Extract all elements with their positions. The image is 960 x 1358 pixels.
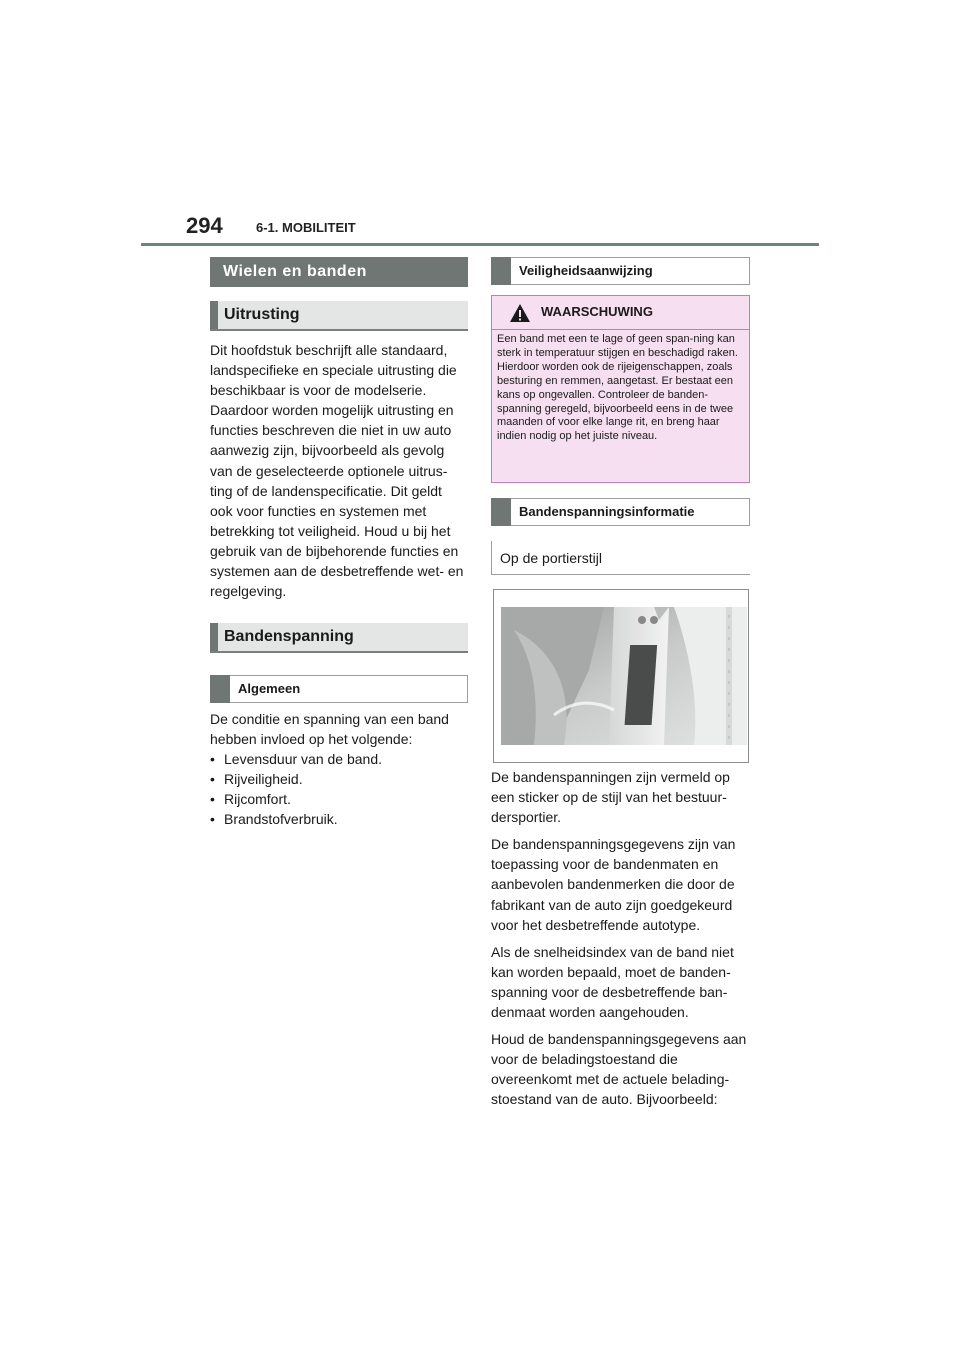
info-paragraph: Houd de bandenspanningsgegevens aan voor de beladingstoestand die overeenkomt met de actuele belading-stoestand van de auto. Bijvoorbeeld: — [491, 1031, 747, 1108]
bullet-item: • Levensduur van de band. — [210, 749, 468, 769]
chapter-heading: Wielen en banden — [210, 257, 468, 287]
figure-caption: Op de portierstijl — [500, 550, 602, 566]
algemeen-section — [210, 709, 468, 830]
uitrusting-paragraph — [210, 340, 468, 601]
info-paragraph: De bandenspanningen zijn vermeld op een sticker op de stijl van het bestuur-dersportier. — [491, 769, 730, 826]
warning-title: WAARSCHUWING — [541, 304, 653, 319]
warning-text: Een band met een te lage of geen span-ning kan sterk in temperatuur stijgen en beschadigd raken. Hierdoor worden ook de rijeigenschappen, zoals besturing en remmen, aangetast. Er bestaat een kans op ongevallen. Controleer de banden-spanning geregeld, bijvoorbeeld eens in de twee maanden of voor elke lange rit, en breng haar indien nodig op het juiste niveau. — [497, 333, 738, 443]
algemeen-intro: De conditie en spanning van een band hebben invloed op het volgende: — [210, 711, 449, 748]
info-paragraph: De bandenspanningsgegevens zijn van toepassing voor de bandenmaten en aanbevolen bandenmerken die door de fabrikant van de auto zijn goedgekeurd voor het desbetreffende autotype. — [491, 836, 736, 933]
header-rule — [141, 243, 819, 246]
warning-box — [491, 295, 750, 483]
warning-header — [492, 296, 749, 330]
bullet-item: • Rijcomfort. — [210, 789, 468, 809]
bullet-list — [210, 749, 468, 829]
warning-triangle-icon — [509, 303, 531, 323]
door-pillar-figure — [493, 589, 749, 763]
safety-heading: Veiligheidsaanwijzing — [491, 257, 750, 285]
info-paragraph: Als de snelheidsindex van de band niet kan worden bepaald, moet de banden-spanning voor de desbetreffende ban-denmaat worden aangehouden. — [491, 943, 734, 1021]
bandenspanning-heading: Bandenspanning — [210, 623, 468, 653]
uitrusting-text: Dit hoofdstuk beschrijft alle standaard, landspecifieke en speciale uitrusting die beschikbaar is voor de modelserie. Daardoor worden mogelijk uitrusting en functies beschreven die niet in uw auto aanwezig zijn, bijvoorbeeld als gevolg van de geselecteerde optionele uitrus-ting of de landenspecificatie. Dit geldt ook voor functies en systemen met betrekking tot veiligheid. Houd u bij het gebruik van de bijbehorende functies en systemen aan de desbetreffende wet- en regelgeving. — [210, 342, 464, 600]
bullet-item: • Rijveiligheid. — [210, 769, 468, 789]
door-pillar-illustration — [494, 590, 748, 762]
algemeen-heading: Algemeen — [210, 675, 468, 703]
uitrusting-heading: Uitrusting — [210, 301, 468, 331]
figure-caption-box — [491, 541, 750, 575]
section-label: 6-1. MOBILITEIT — [256, 220, 356, 235]
info-paragraphs — [491, 767, 750, 1110]
info-heading: Bandenspanningsinformatie — [491, 498, 750, 526]
page-number: 294 — [186, 213, 223, 238]
bullet-item: • Brandstofverbruik. — [210, 809, 468, 829]
